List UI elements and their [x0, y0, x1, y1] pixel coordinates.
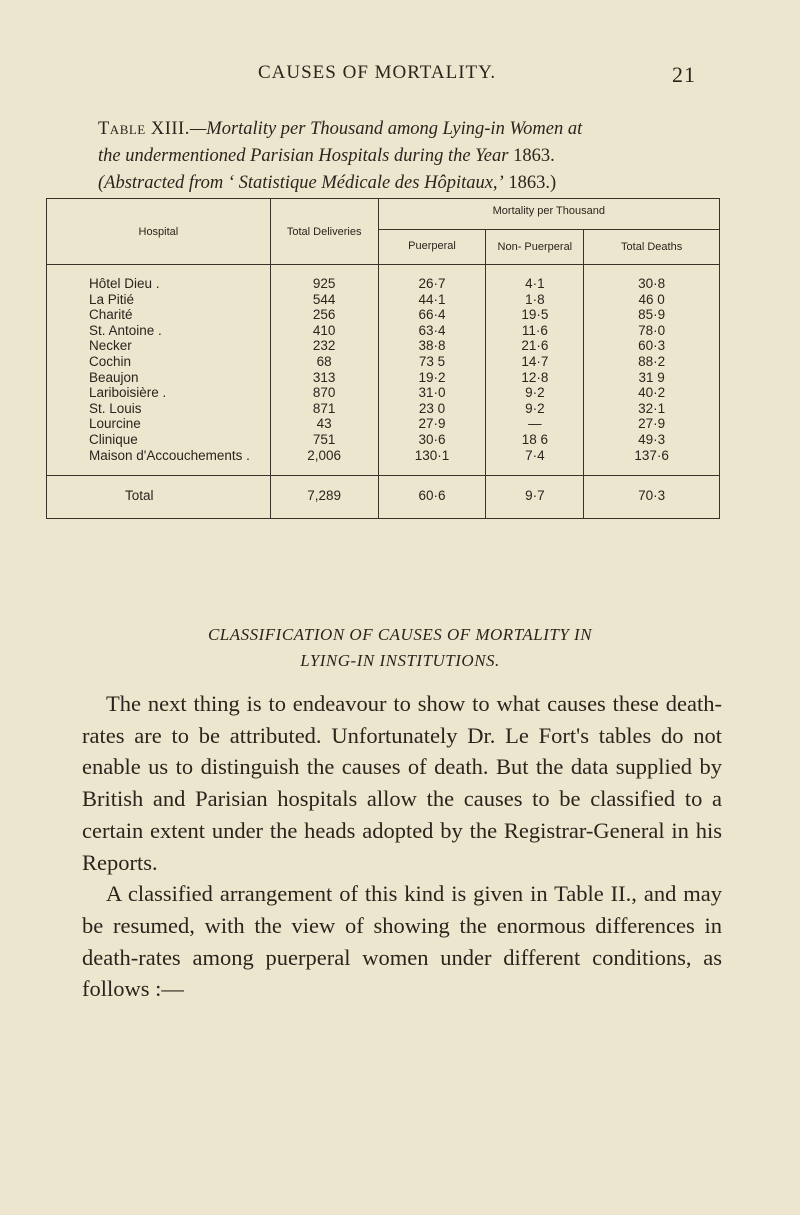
- table-row: [47, 401, 720, 417]
- table-total-row: [47, 476, 720, 519]
- cell-hospital: Cochin: [47, 354, 271, 370]
- cell-deliveries: 256: [270, 307, 378, 323]
- cell-non-puerperal: 1·8: [486, 292, 584, 308]
- cell-non-puerperal: 18 6: [486, 432, 584, 448]
- cell-hospital: La Pitié: [47, 292, 271, 308]
- cell-non-puerperal: 4·1: [486, 265, 584, 292]
- cell-puerperal: 27·9: [378, 416, 486, 432]
- cell-total: 85·9: [584, 307, 720, 323]
- cell-deliveries: 870: [270, 385, 378, 401]
- cell-puerperal: 73 5: [378, 354, 486, 370]
- caption-source: (Abstracted from ‘ Statistique Médicale des Hôpitaux,’: [98, 173, 504, 193]
- cell-deliveries: 544: [270, 292, 378, 308]
- cell-non-puerperal: 7·4: [486, 448, 584, 476]
- table-row: [47, 416, 720, 432]
- cell-non-puerperal: 14·7: [486, 354, 584, 370]
- cell-hospital: Charité: [47, 307, 271, 323]
- cell-total: 137·6: [584, 448, 720, 476]
- cell-hospital: St. Antoine .: [47, 323, 271, 339]
- cell-hospital: Beaujon: [47, 370, 271, 386]
- cell-total: 78·0: [584, 323, 720, 339]
- cell-hospital-total: Total: [47, 476, 271, 519]
- caption-line1: —Mortality per Thousand among Lying-in Women at: [189, 119, 583, 139]
- table-row: [47, 292, 720, 308]
- cell-puerperal: 66·4: [378, 307, 486, 323]
- cell-total: 30·8: [584, 265, 720, 292]
- section-heading-line2: LYING-IN INSTITUTIONS.: [300, 651, 500, 670]
- table-body: [47, 265, 720, 519]
- caption-source-year: 1863.): [503, 173, 557, 193]
- header-puerperal: Puerperal: [378, 230, 486, 265]
- cell-total: 31 9: [584, 370, 720, 386]
- cell-non-puerperal: 19·5: [486, 307, 584, 323]
- cell-total: 27·9: [584, 416, 720, 432]
- header-mortality-group: Mortality per Thousand: [378, 199, 719, 230]
- cell-total: 49·3: [584, 432, 720, 448]
- cell-total: 88·2: [584, 354, 720, 370]
- cell-hospital: Clinique: [47, 432, 271, 448]
- cell-puerperal: 63·4: [378, 323, 486, 339]
- header-total-deliveries: Total Deliveries: [270, 199, 378, 265]
- cell-hospital: Hôtel Dieu .: [47, 265, 271, 292]
- cell-non-puerperal-total: 9·7: [486, 476, 584, 519]
- table-row: [47, 354, 720, 370]
- body-text: [82, 688, 722, 1005]
- cell-non-puerperal: 9·2: [486, 385, 584, 401]
- page-number: 21: [672, 62, 696, 87]
- table-row: [47, 385, 720, 401]
- cell-hospital: Lariboisière .: [47, 385, 271, 401]
- table-row: [47, 370, 720, 386]
- cell-deliveries: 68: [270, 354, 378, 370]
- cell-hospital: Maison d'Accouchements .: [47, 448, 271, 476]
- cell-puerperal: 31·0: [378, 385, 486, 401]
- cell-deliveries: 925: [270, 265, 378, 292]
- cell-deliveries-total: 7,289: [270, 476, 378, 519]
- cell-deliveries: 313: [270, 370, 378, 386]
- cell-total: 32·1: [584, 401, 720, 417]
- cell-puerperal-total: 60·6: [378, 476, 486, 519]
- cell-puerperal: 23 0: [378, 401, 486, 417]
- cell-total: 46 0: [584, 292, 720, 308]
- cell-non-puerperal: 9·2: [486, 401, 584, 417]
- table-row: [47, 307, 720, 323]
- paragraph-2: A classified arrangement of this kind is given in Table II., and may be resumed, with the view of showing the enormous differences in death-rates among puerperal women under different conditions, as follows :—: [82, 881, 722, 1002]
- mortality-table: [46, 198, 720, 519]
- cell-puerperal: 44·1: [378, 292, 486, 308]
- cell-hospital: Necker: [47, 338, 271, 354]
- cell-hospital: Lourcine: [47, 416, 271, 432]
- cell-deliveries: 410: [270, 323, 378, 339]
- cell-deliveries: 871: [270, 401, 378, 417]
- cell-puerperal: 19·2: [378, 370, 486, 386]
- section-heading: [0, 622, 800, 674]
- header-hospital: Hospital: [47, 199, 271, 265]
- cell-non-puerperal: —: [486, 416, 584, 432]
- caption-label: Table XIII.: [98, 119, 190, 139]
- cell-puerperal: 130·1: [378, 448, 486, 476]
- cell-puerperal: 26·7: [378, 265, 486, 292]
- cell-hospital: St. Louis: [47, 401, 271, 417]
- header-total-deaths: Total Deaths: [584, 230, 720, 265]
- section-heading-line1: CLASSIFICATION OF CAUSES OF MORTALITY IN: [207, 625, 593, 644]
- cell-total: 60·3: [584, 338, 720, 354]
- cell-puerperal: 38·8: [378, 338, 486, 354]
- header-non-puerperal: Non- Puerperal: [486, 230, 584, 265]
- cell-total: 40·2: [584, 385, 720, 401]
- cell-deliveries: 232: [270, 338, 378, 354]
- cell-deliveries: 43: [270, 416, 378, 432]
- running-head-title: CAUSES OF MORTALITY.: [258, 62, 497, 83]
- cell-deliveries: 751: [270, 432, 378, 448]
- caption-year: 1863.: [508, 146, 555, 166]
- cell-non-puerperal: 21·6: [486, 338, 584, 354]
- cell-non-puerperal: 12·8: [486, 370, 584, 386]
- cell-puerperal: 30·6: [378, 432, 486, 448]
- table-caption: [98, 116, 718, 197]
- caption-line2: the undermentioned Parisian Hospitals during the Year: [98, 146, 509, 166]
- table-row: [47, 338, 720, 354]
- cell-total-total: 70·3: [584, 476, 720, 519]
- paragraph-1: The next thing is to endeavour to show to what causes these death-rates are to be attributed. Unfortunately Dr. Le Fort's tables do not enable us to distinguish the causes of death. But the data supplied by British and Parisian hospitals allow the causes to be classified to a certain extent under the heads adopted by the Registrar-General in his Reports.: [82, 691, 722, 875]
- table-row: [47, 448, 720, 476]
- table-row: [47, 432, 720, 448]
- table-row: [47, 323, 720, 339]
- cell-non-puerperal: 11·6: [486, 323, 584, 339]
- table-row: [47, 265, 720, 292]
- cell-deliveries: 2,006: [270, 448, 378, 476]
